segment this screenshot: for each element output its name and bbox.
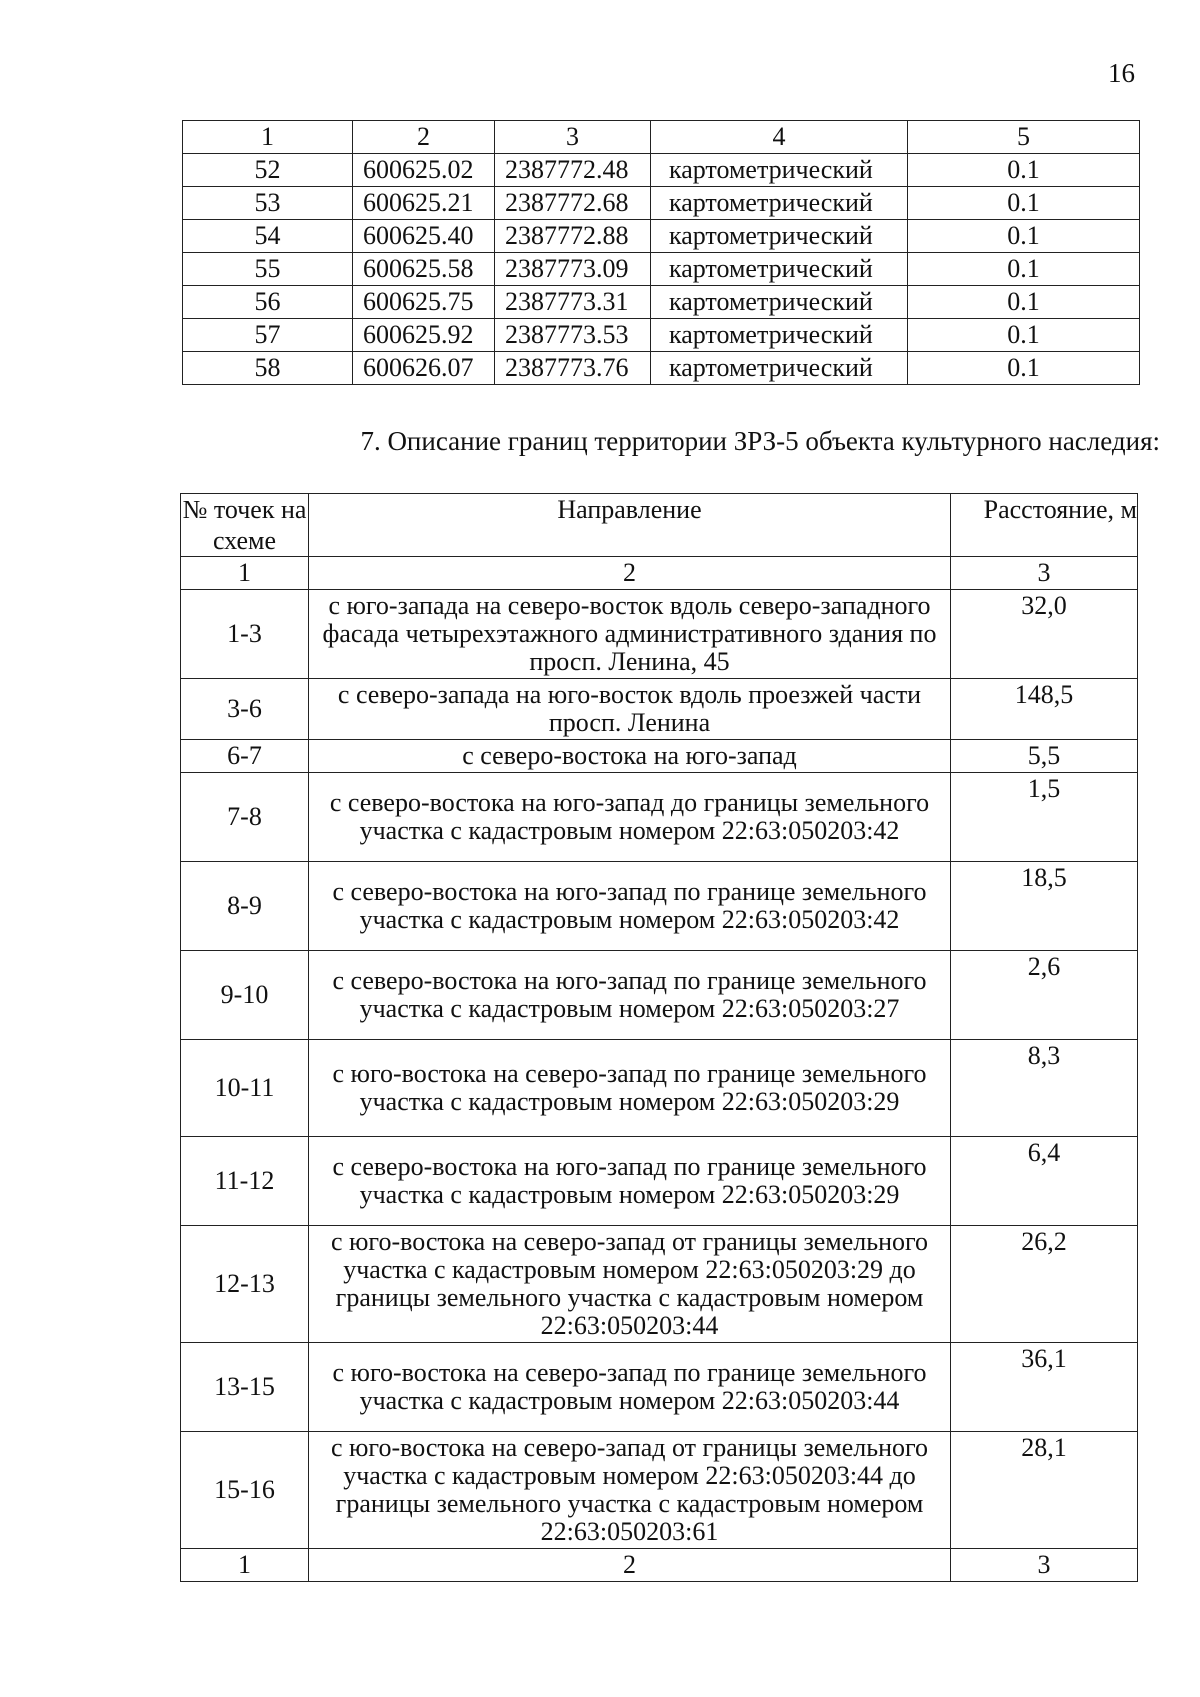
points: 8-9 [181,862,309,951]
method: картометрический [651,220,908,253]
header-cell: 1 [183,121,353,154]
method: картометрический [651,187,908,220]
table-row [183,319,1140,352]
direction: с юго-востока на северо-запад от границы земельного участка с кадастровым номером 22:63:050203:29 до границы земельного участка с кадастровым номером 22:63:050203:44 [309,1226,951,1343]
x-coordinate: 600625.21 [353,187,495,220]
table-row [181,590,1138,679]
column-number: 3 [951,1549,1138,1582]
column-number: 1 [181,557,309,590]
table-row [183,253,1140,286]
distance: 8,3 [951,1040,1138,1137]
distance: 5,5 [951,740,1138,773]
distance: 36,1 [951,1343,1138,1432]
direction: с северо-востока на юго-запад до границы земельного участка с кадастровым номером 22:63:050203:42 [309,773,951,862]
point-number: 52 [183,154,353,187]
points: 11-12 [181,1137,309,1226]
table-row [183,154,1140,187]
y-coordinate: 2387772.48 [495,154,651,187]
direction: с юго-востока на северо-запад по границе земельного участка с кадастровым номером 22:63:050203:29 [309,1040,951,1137]
point-number: 53 [183,187,353,220]
direction: с северо-востока на юго-запад [309,740,951,773]
x-coordinate: 600625.40 [353,220,495,253]
boundary-table [180,493,1138,1582]
table-row [181,1137,1138,1226]
method: картометрический [651,253,908,286]
distance: 148,5 [951,679,1138,740]
distance: 32,0 [951,590,1138,679]
y-coordinate: 2387773.09 [495,253,651,286]
accuracy: 0.1 [908,319,1140,352]
table-row [181,1432,1138,1549]
point-number: 54 [183,220,353,253]
method: картометрический [651,154,908,187]
method: картометрический [651,286,908,319]
point-number: 55 [183,253,353,286]
y-coordinate: 2387773.31 [495,286,651,319]
column-number-row [181,1549,1138,1582]
table-row [181,740,1138,773]
point-number: 57 [183,319,353,352]
accuracy: 0.1 [908,352,1140,385]
table-row [181,1226,1138,1343]
method: картометрический [651,319,908,352]
table-row [181,951,1138,1040]
boundary-header-row [181,494,1138,557]
x-coordinate: 600626.07 [353,352,495,385]
coordinates-table [182,120,1140,385]
points: 6-7 [181,740,309,773]
accuracy: 0.1 [908,220,1140,253]
coordinates-header-row [183,121,1140,154]
points: 9-10 [181,951,309,1040]
table-row [183,352,1140,385]
direction-header: Направление [309,494,951,557]
y-coordinate: 2387772.88 [495,220,651,253]
column-number: 2 [309,1549,951,1582]
page-number: 16 [1108,58,1135,88]
table-row [183,220,1140,253]
x-coordinate: 600625.75 [353,286,495,319]
direction: с северо-востока на юго-запад по границе земельного участка с кадастровым номером 22:63:050203:27 [309,951,951,1040]
table-row [181,1040,1138,1137]
point-number: 56 [183,286,353,319]
y-coordinate: 2387772.68 [495,187,651,220]
direction: с северо-востока на юго-запад по границе земельного участка с кадастровым номером 22:63:050203:42 [309,862,951,951]
accuracy: 0.1 [908,154,1140,187]
table-row [181,773,1138,862]
table-row [181,679,1138,740]
direction: с северо-запада на юго-восток вдоль проезжей части просп. Ленина [309,679,951,740]
points-header: № точек на схеме [181,494,309,557]
points: 10-11 [181,1040,309,1137]
distance: 18,5 [951,862,1138,951]
points: 15-16 [181,1432,309,1549]
header-cell: 2 [353,121,495,154]
column-number: 2 [309,557,951,590]
x-coordinate: 600625.92 [353,319,495,352]
method: картометрический [651,352,908,385]
distance: 1,5 [951,773,1138,862]
section-title: 7. Описание границ территории ЗРЗ-5 объекта культурного наследия: [360,426,1160,456]
direction: с северо-востока на юго-запад по границе земельного участка с кадастровым номером 22:63:050203:29 [309,1137,951,1226]
table-row [183,286,1140,319]
table-row [183,187,1140,220]
table-row [181,862,1138,951]
distance: 2,6 [951,951,1138,1040]
x-coordinate: 600625.02 [353,154,495,187]
y-coordinate: 2387773.76 [495,352,651,385]
header-cell: 3 [495,121,651,154]
points: 7-8 [181,773,309,862]
points: 1-3 [181,590,309,679]
accuracy: 0.1 [908,286,1140,319]
header-cell: 5 [908,121,1140,154]
distance: 6,4 [951,1137,1138,1226]
points: 12-13 [181,1226,309,1343]
y-coordinate: 2387773.53 [495,319,651,352]
distance: 26,2 [951,1226,1138,1343]
accuracy: 0.1 [908,187,1140,220]
direction: с юго-запада на северо-восток вдоль северо-западного фасада четырехэтажного административного здания по просп. Ленина, 45 [309,590,951,679]
column-number-row [181,557,1138,590]
direction: с юго-востока на северо-запад по границе земельного участка с кадастровым номером 22:63:050203:44 [309,1343,951,1432]
distance-header: Расстояние, м [951,494,1138,557]
point-number: 58 [183,352,353,385]
table-row [181,1343,1138,1432]
header-cell: 4 [651,121,908,154]
direction: с юго-востока на северо-запад от границы земельного участка с кадастровым номером 22:63:050203:44 до границы земельного участка с кадастровым номером 22:63:050203:61 [309,1432,951,1549]
x-coordinate: 600625.58 [353,253,495,286]
column-number: 1 [181,1549,309,1582]
points: 13-15 [181,1343,309,1432]
points: 3-6 [181,679,309,740]
column-number: 3 [951,557,1138,590]
distance: 28,1 [951,1432,1138,1549]
accuracy: 0.1 [908,253,1140,286]
